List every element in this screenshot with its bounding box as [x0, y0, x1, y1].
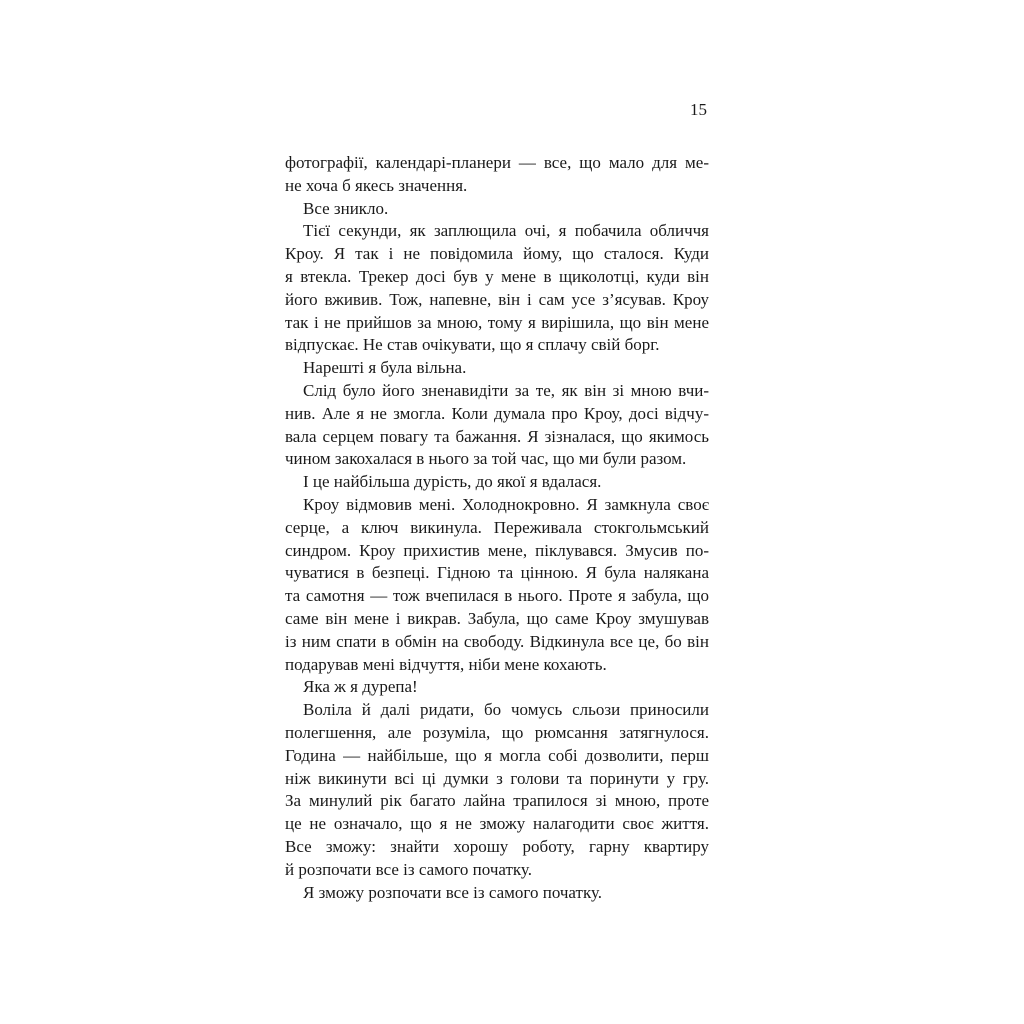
text-line: я втекла. Трекер досі був у мене в щиколотці, куди він [285, 266, 709, 286]
text-line: й розпочати все із самого початку. [285, 859, 532, 879]
page-number: 15 [690, 100, 707, 119]
text-line: Воліла й далі ридати, бо чомусь сльози приносили [303, 700, 709, 720]
text-line: вала серцем повагу та бажання. Я зізналася, що якимось [285, 426, 709, 446]
text-line: це не означало, що я не зможу налагодити своє життя. [285, 814, 709, 834]
text-line: Нарешті я була вільна. [303, 358, 467, 378]
text-line: І це найбільша дурість, до якої я вдалася. [303, 472, 602, 492]
text-line: Тієї секунди, як заплющила очі, я побачила обличчя [303, 221, 709, 241]
text-line: та самотня — тож вчепилася в нього. Проте я забула, що [285, 586, 709, 606]
text-line: саме він мене і викрав. Забула, що саме Кроу змушував [285, 608, 709, 628]
text-line: Все зникло. [303, 198, 389, 218]
text-line: За минулий рік багато лайна трапилося зі мною, проте [285, 791, 709, 811]
text-line: Все зможу: знайти хорошу роботу, гарну квартиру [285, 836, 709, 856]
text-line: чином закохалася в нього за той час, що ми були разом. [285, 449, 687, 469]
text-line: подарував мені відчуття, ніби мене кохають. [285, 654, 607, 674]
text-line: Слід було його зненавидіти за те, як він зі мною вчи- [303, 380, 709, 400]
text-line: Кроу відмовив мені. Холоднокровно. Я замкнула своє [303, 494, 709, 514]
text-line: чуватися в безпеці. Гідною та цінною. Я була налякана [285, 563, 709, 583]
text-line: Година — найбільше, що я могла собі дозволити, перш [285, 745, 709, 765]
text-line: ніж викинути всі ці думки з голови та поринути у гру. [285, 768, 709, 788]
text-line: його вживив. Тож, напевне, він і сам усе з’ясував. Кроу [285, 289, 709, 309]
text-line: Кроу. Я так і не повідомила йому, що сталося. Куди [285, 244, 709, 264]
text-line: синдром. Кроу прихистив мене, піклувався. Змусив по- [285, 540, 709, 560]
text-line: так і не прийшов за мною, тому я вирішила, що він мене [285, 312, 709, 332]
text-line: із ним спати в обмін на свободу. Відкинула все це, бо він [285, 631, 709, 651]
text-line: Яка ж я дурепа! [303, 677, 418, 697]
text-line: фотографії, календарі-планери — все, що мало для ме- [285, 153, 709, 172]
text-line: полегшення, але розуміла, що рюмсання затягнулося. [285, 722, 709, 742]
text-line: відпускає. Не став очікувати, що я сплачу свій борг. [285, 335, 660, 355]
body-text [285, 152, 709, 904]
text-line: не хоча б якесь значення. [285, 175, 468, 195]
text-line: нив. Але я не змогла. Коли думала про Кроу, досі відчу- [285, 403, 709, 423]
text-line: серце, а ключ викинула. Переживала стокгольмський [285, 517, 709, 537]
text-line: Я зможу розпочати все із самого початку. [303, 882, 603, 902]
